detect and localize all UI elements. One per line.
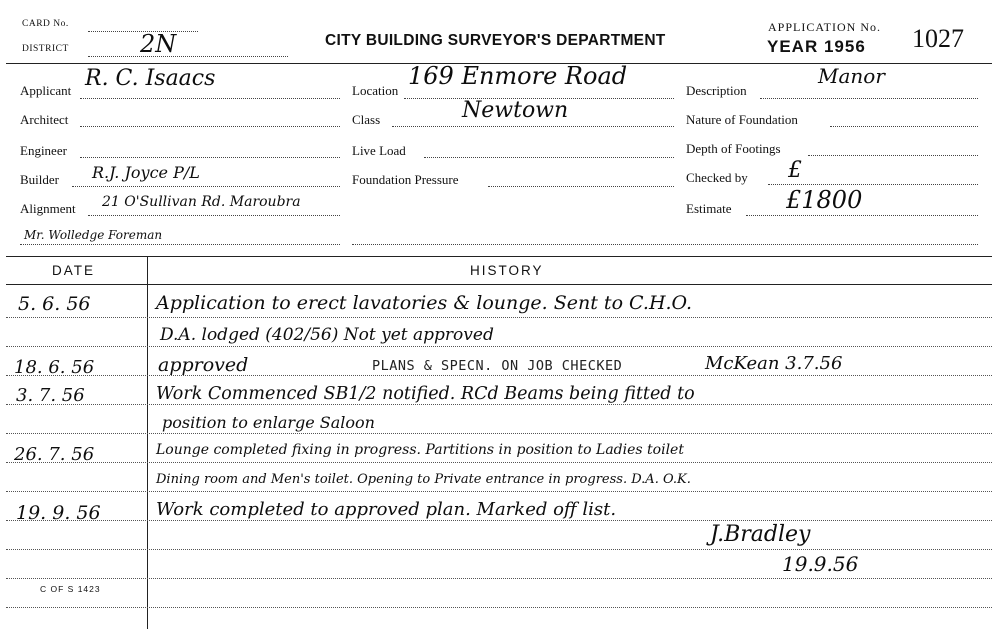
district-label: DISTRICT [22,44,69,54]
row-rule [6,491,992,492]
department-title: CITY BUILDING SURVEYOR'S DEPARTMENT [325,32,666,49]
class-label: Class [352,112,381,127]
nature-of-foundation-label: Nature of Foundation [686,112,798,127]
class-line [392,126,674,127]
builder-line [72,186,340,187]
district-value: 2N [140,30,177,58]
history-date: 5. 6. 56 [18,293,91,315]
live-load-label: Live Load [352,143,406,158]
nature-of-foundation-line [830,126,978,127]
location-value: 169 Enmore Road [408,62,628,90]
date-header: DATE [52,263,96,278]
card-no-label: CARD No. [22,19,69,29]
alignment-line [88,215,340,216]
class-value: Newtown [462,98,569,123]
row-rule [6,462,992,463]
application-number: 1027 [912,24,964,53]
location-label: Location [352,83,399,98]
stamp-signature: McKean 3.7.56 [705,353,843,374]
checked-stamp: PLANS & SPECN. ON JOB CHECKED [372,358,623,374]
application-no-label: APPLICATION No. [768,20,882,34]
row-rule [6,317,992,318]
row-rule [6,375,992,376]
applicant-value: R. C. Isaacs [85,66,216,91]
row-rule [6,404,992,405]
history-header-rule [6,284,992,285]
foreman-line [20,244,340,245]
applicant-line [80,98,340,99]
builder-label: Builder [20,172,59,187]
builder-value: R.J. Joyce P/L [92,163,200,182]
history-header: HISTORY [470,263,544,278]
checked-by-mark: £ [788,158,802,183]
history-date: 26. 7. 56 [14,444,95,465]
foundation-pressure-line [488,186,674,187]
history-text: Lounge completed fixing in progress. Partitions in position to Ladies toilet [156,442,684,458]
history-date: 3. 7. 56 [16,385,85,406]
history-text: Dining room and Men's toilet. Opening to Private entrance in progress. D.A. O.K. [156,472,691,487]
description-label: Description [686,83,747,98]
year-label: YEAR 1956 [767,37,866,56]
inspector-signature: J.Bradley [710,522,811,547]
row-rule [6,549,992,550]
foundation-pressure-label: Foundation Pressure [352,172,459,187]
alignment-value: 21 O'Sullivan Rd. Maroubra [102,194,301,210]
row-rule [6,433,992,434]
history-text: approved [158,354,249,376]
history-date: 19. 9. 56 [16,502,101,524]
history-text: position to enlarge Saloon [162,413,375,432]
history-text: Application to erect lavatories & lounge. Sent to C.H.O. [156,292,693,314]
architect-line [80,126,340,127]
signature-date: 19.9.56 [782,552,859,576]
depth-of-footings-label: Depth of Footings [686,141,781,156]
row-rule [6,607,992,608]
description-value: Manor [818,64,885,88]
history-text: Work completed to approved plan. Marked off list. [156,499,617,520]
history-date: 18. 6. 56 [14,357,95,378]
history-text: D.A. lodged (402/56) Not yet approved [160,325,494,345]
fields-bottom-line [352,244,978,245]
foreman-note: Mr. Wolledge Foreman [24,228,163,242]
estimate-line [746,215,978,216]
depth-of-footings-line [808,155,978,156]
district-line [88,56,288,57]
estimate-value: £1800 [786,186,863,214]
date-column-divider [147,257,148,629]
row-rule [6,578,992,579]
applicant-label: Applicant [20,83,72,98]
checked-by-line [768,184,978,185]
row-rule [6,346,992,347]
form-code: C OF S 1423 [40,584,101,594]
row-rule [6,520,992,521]
estimate-label: Estimate [686,201,732,216]
engineer-label: Engineer [20,143,67,158]
history-top-rule [6,256,992,257]
alignment-label: Alignment [20,201,76,216]
description-line [760,98,978,99]
checked-by-label: Checked by [686,170,748,185]
live-load-line [424,157,674,158]
architect-label: Architect [20,112,69,127]
history-text: Work Commenced SB1/2 notified. RCd Beams being fitted to [156,384,695,404]
engineer-line [80,157,340,158]
